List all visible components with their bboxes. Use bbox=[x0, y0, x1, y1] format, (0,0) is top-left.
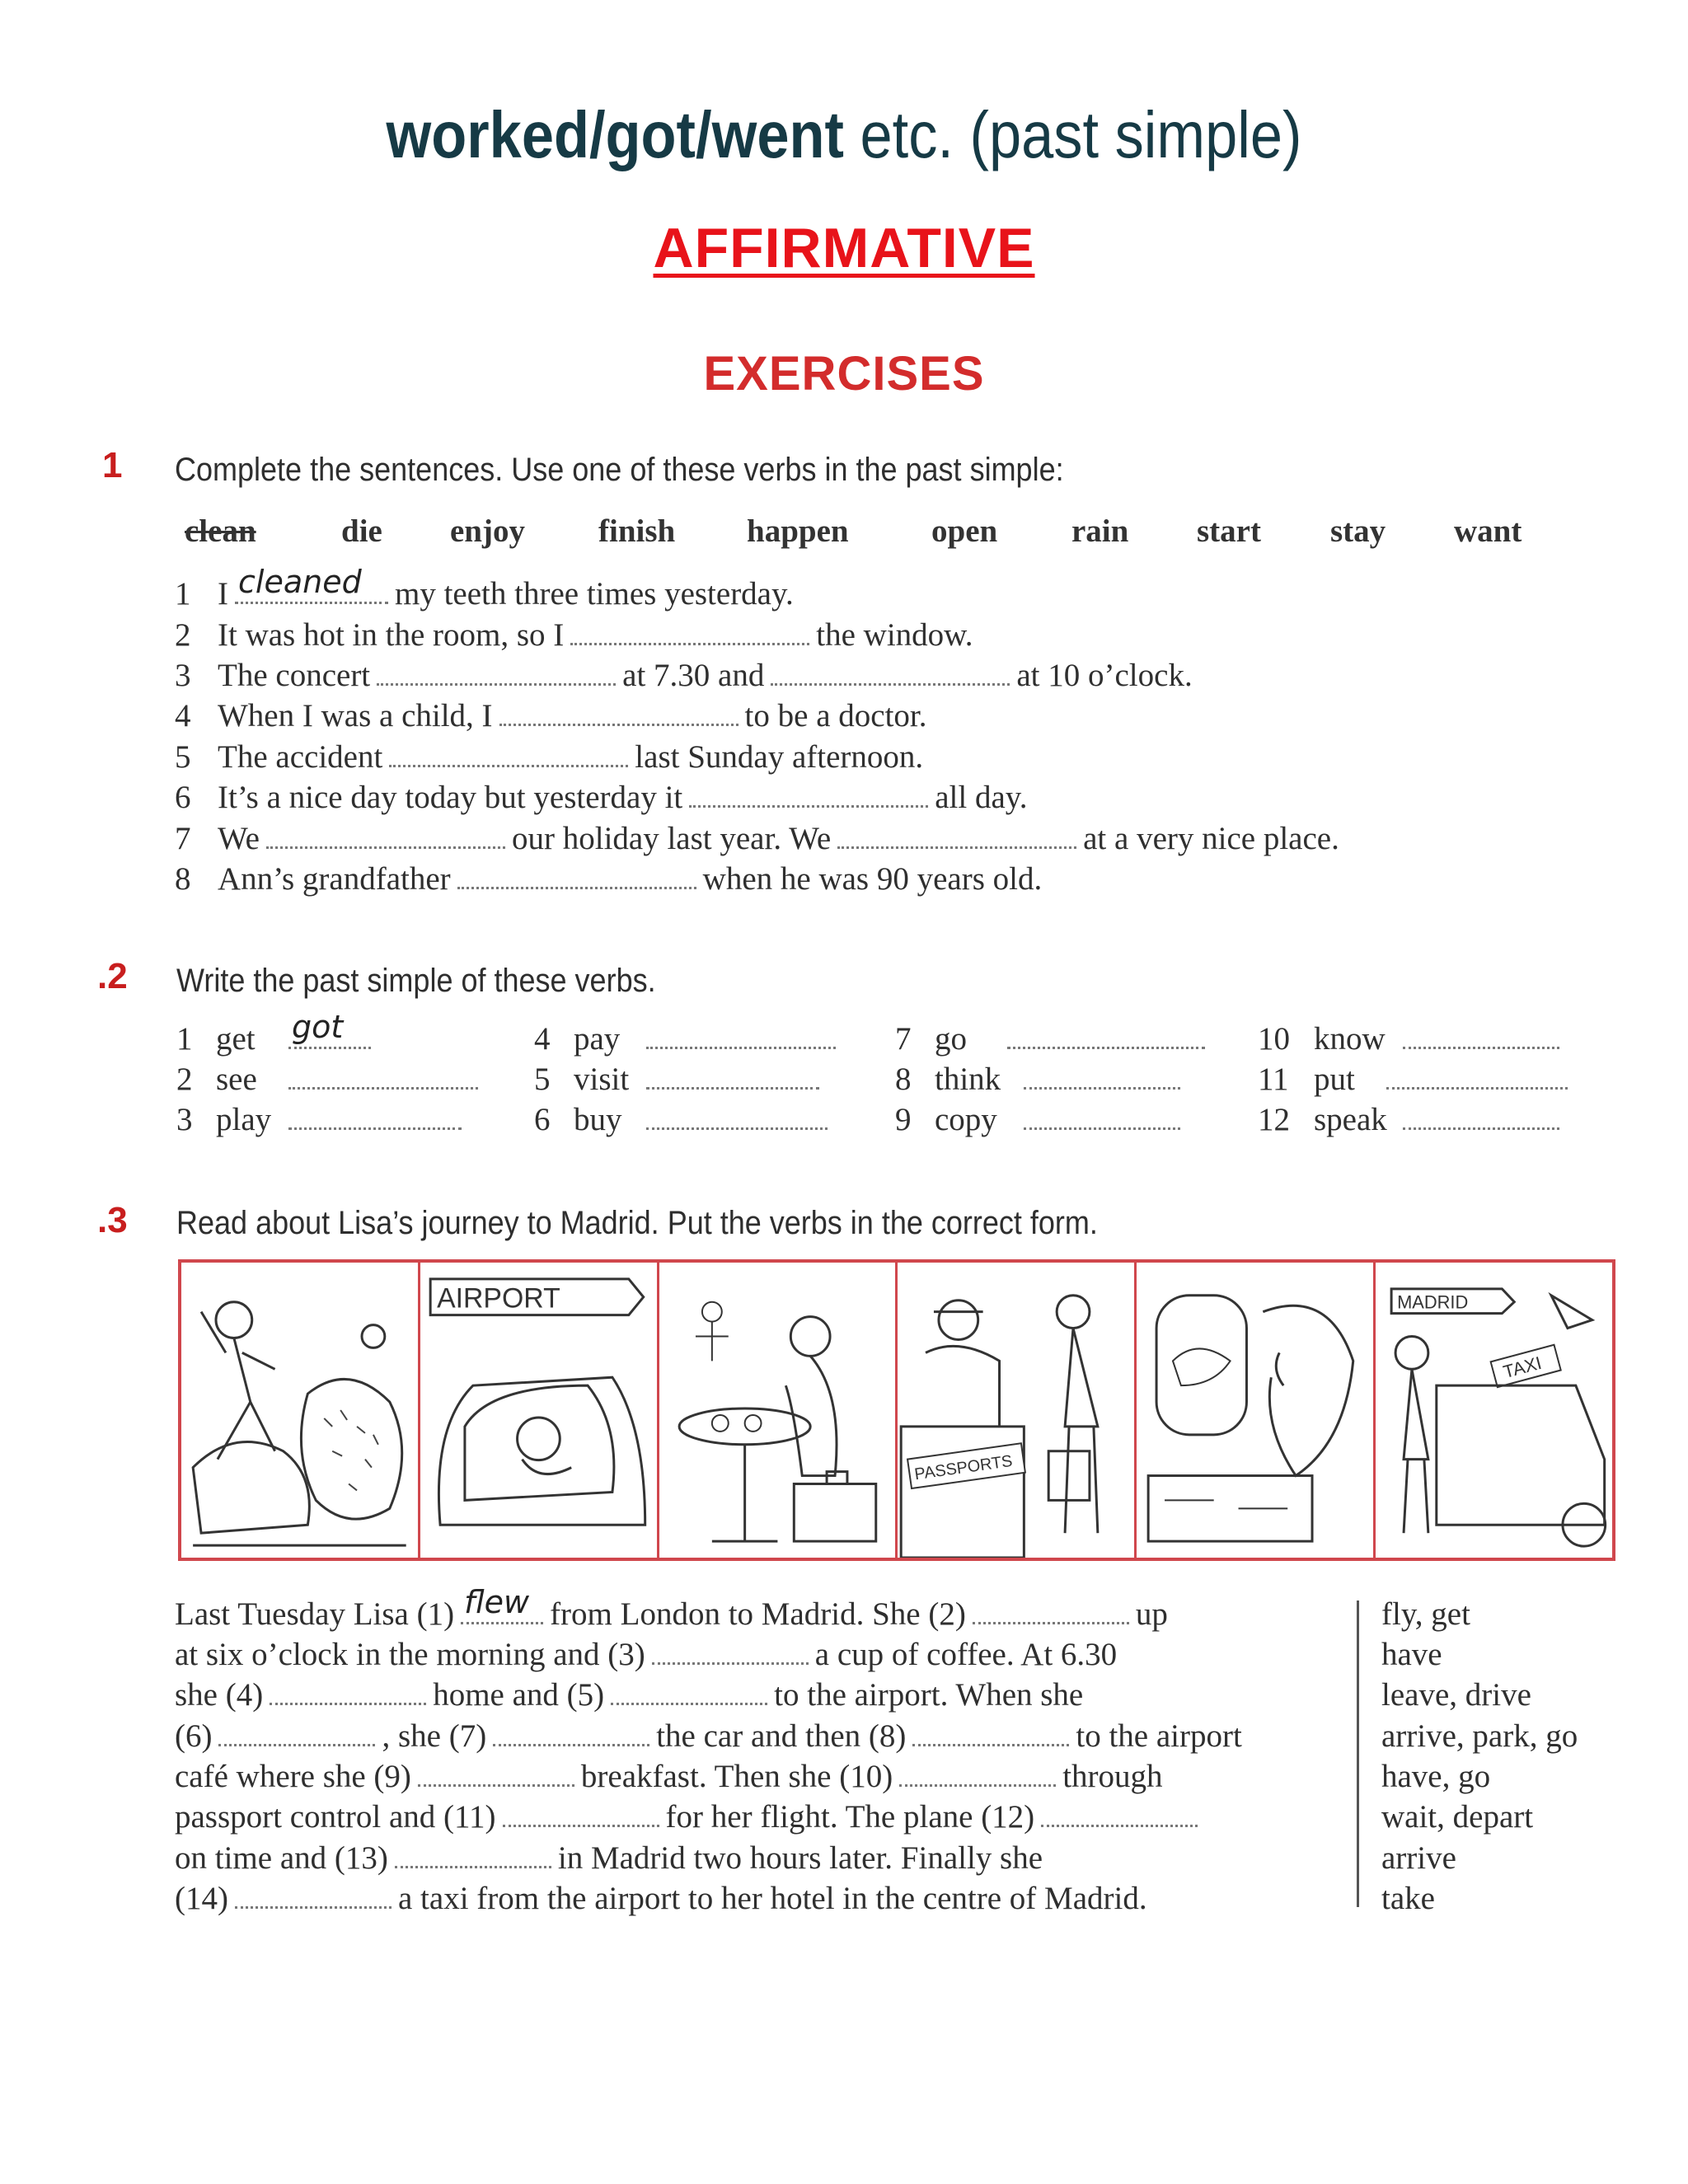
sentence-number: 6 bbox=[175, 780, 191, 815]
verb-item: 7 go bbox=[895, 1020, 1212, 1057]
sentence-text: It’s a nice day today but yesterday it bbox=[218, 780, 683, 815]
verb-option: rain bbox=[1071, 513, 1129, 549]
verb-option: want bbox=[1454, 513, 1522, 549]
sentence-text: when he was 90 years old. bbox=[702, 861, 1043, 897]
panel-plane bbox=[1137, 1263, 1376, 1558]
answer-blank[interactable] bbox=[1041, 1800, 1198, 1827]
answer-blank[interactable] bbox=[646, 1103, 828, 1130]
answer-blank[interactable] bbox=[837, 822, 1076, 849]
passports-sign-text: PASSPORTS bbox=[913, 1451, 1015, 1484]
verb-item: 8 think bbox=[895, 1061, 1187, 1098]
verb-option: die bbox=[341, 513, 382, 549]
answer-blank[interactable] bbox=[377, 658, 616, 686]
answer-blank[interactable] bbox=[1403, 1103, 1559, 1130]
sentence-number: 8 bbox=[175, 861, 191, 897]
verb-option: clean bbox=[185, 513, 256, 549]
story-line-6: passport control and (11) for her flight. The plane (12) bbox=[175, 1798, 1204, 1835]
exercise-1-number: 1 bbox=[102, 445, 123, 485]
story-line-4: (6) , she (7) the car and then (8) to the airport bbox=[175, 1718, 1242, 1754]
verb-option: stay bbox=[1330, 513, 1386, 549]
verb-option: finish bbox=[598, 513, 676, 549]
sentence-text: my teeth three times yesterday. bbox=[395, 576, 794, 612]
answer-blank[interactable] bbox=[493, 1719, 649, 1746]
story-line-1: Last Tuesday Lisa (1) flew from London to Madrid. She (2) up bbox=[175, 1584, 1168, 1632]
panel-waking-up bbox=[181, 1263, 420, 1558]
sentence-number: 5 bbox=[175, 739, 191, 775]
answer-blank[interactable] bbox=[266, 822, 505, 849]
story-line-5: café where she (9) breakfast. Then she (10) through bbox=[175, 1759, 1163, 1794]
verb-item: 9 copy bbox=[895, 1101, 1187, 1138]
story-line-2: at six o’clock in the morning and (3) a cup of coffee. At 6.30 bbox=[175, 1637, 1118, 1672]
ex1-sentence-2 bbox=[175, 616, 973, 654]
hint-verbs: arrive, park, go bbox=[1381, 1718, 1578, 1754]
answer-blank[interactable] bbox=[1024, 1062, 1180, 1090]
sentence-text: We bbox=[218, 821, 260, 856]
answer-blank[interactable] bbox=[689, 780, 928, 808]
sentence-text: The accident bbox=[218, 739, 383, 775]
hint-verbs: leave, drive bbox=[1381, 1677, 1531, 1713]
story-line-3: she (4) home and (5) to the airport. When she bbox=[175, 1677, 1084, 1713]
sentence-text: at 7.30 and bbox=[622, 658, 765, 693]
sentence-text: I bbox=[218, 576, 228, 612]
answer-blank[interactable] bbox=[1007, 1022, 1205, 1049]
panel-passport-control bbox=[898, 1263, 1137, 1558]
page-title bbox=[101, 97, 1587, 173]
verb-item: 4 pay bbox=[534, 1020, 842, 1057]
hint-verbs: have bbox=[1381, 1637, 1442, 1672]
plane-window-illustration bbox=[1137, 1263, 1373, 1558]
answer-blank[interactable] bbox=[652, 1638, 809, 1665]
story-line-8: (14) a taxi from the airport to her hotel in the centre of Madrid. bbox=[175, 1881, 1147, 1916]
answer-blank[interactable] bbox=[288, 1009, 371, 1049]
hint-verbs: wait, depart bbox=[1381, 1799, 1534, 1835]
answer-blank[interactable] bbox=[499, 699, 738, 726]
verb-item: 5 visit bbox=[534, 1061, 826, 1098]
sentence-text: The concert bbox=[218, 658, 371, 693]
handwritten-answer: flew bbox=[464, 1584, 530, 1620]
affirmative-heading: AFFIRMATIVE bbox=[653, 217, 1035, 279]
sentence-text: last Sunday afternoon. bbox=[635, 739, 924, 775]
answer-blank[interactable] bbox=[218, 1719, 375, 1746]
airport-sign-text: AIRPORT bbox=[436, 1282, 560, 1315]
answer-blank[interactable] bbox=[570, 618, 809, 645]
exercise-3-instruction: Read about Lisa’s journey to Madrid. Put the verbs in the correct form. bbox=[176, 1205, 1098, 1241]
sentence-number: 7 bbox=[175, 821, 191, 856]
ex1-sentence-5 bbox=[175, 738, 923, 776]
panel-taxi bbox=[1376, 1263, 1612, 1558]
sentence-text: all day. bbox=[935, 780, 1028, 815]
answer-blank[interactable] bbox=[912, 1719, 1069, 1746]
taxi-sign-text: TAXI bbox=[1501, 1352, 1545, 1383]
sentence-number: 4 bbox=[175, 698, 191, 733]
sentence-number: 1 bbox=[175, 576, 191, 612]
answer-blank[interactable] bbox=[899, 1760, 1056, 1787]
verb-item: 1 get got bbox=[176, 1020, 377, 1057]
answer-blank[interactable] bbox=[973, 1597, 1129, 1624]
sentence-number: 3 bbox=[175, 658, 191, 693]
handwritten-answer: got bbox=[292, 1009, 344, 1045]
verb-option: start bbox=[1197, 513, 1261, 549]
verb-item: 11 put bbox=[1258, 1061, 1574, 1098]
answer-blank[interactable] bbox=[389, 740, 628, 767]
answer-blank[interactable] bbox=[646, 1062, 819, 1090]
hint-verbs: have, go bbox=[1381, 1759, 1491, 1794]
sentence-text: It was hot in the room, so I bbox=[218, 617, 565, 653]
verb-item: 2 see bbox=[176, 1061, 485, 1098]
answer-blank[interactable] bbox=[1024, 1103, 1180, 1130]
ex1-sentence-4 bbox=[175, 697, 926, 734]
answer-blank[interactable] bbox=[771, 658, 1010, 686]
ex1-sentence-3 bbox=[175, 657, 1193, 694]
answer-blank[interactable] bbox=[457, 862, 696, 889]
verb-option: enjoy bbox=[450, 513, 525, 549]
exercises-heading: EXERCISES bbox=[703, 347, 985, 401]
sentence-text: at a very nice place. bbox=[1083, 821, 1339, 856]
hint-divider bbox=[1357, 1601, 1359, 1907]
verb-option: happen bbox=[747, 513, 849, 549]
answer-blank[interactable] bbox=[1403, 1022, 1559, 1049]
sentence-number: 2 bbox=[175, 617, 191, 653]
handwritten-answer: cleaned bbox=[238, 564, 362, 600]
answer-blank[interactable] bbox=[235, 1882, 392, 1909]
passport-control-illustration bbox=[898, 1263, 1134, 1558]
answer-blank[interactable] bbox=[646, 1022, 836, 1049]
sentence-text: Ann’s grandfather bbox=[218, 861, 451, 897]
story-line-7: on time and (13) in Madrid two hours later. Finally she bbox=[175, 1840, 1043, 1876]
sentence-text: the window. bbox=[816, 617, 973, 653]
answer-blank[interactable] bbox=[418, 1760, 574, 1787]
answer-blank[interactable] bbox=[288, 1062, 478, 1090]
exercise-1-instruction: Complete the sentences. Use one of these verbs in the past simple: bbox=[175, 452, 1064, 488]
cafe-illustration bbox=[659, 1263, 896, 1558]
hint-verbs: fly, get bbox=[1381, 1596, 1470, 1632]
waking-up-illustration bbox=[181, 1263, 418, 1558]
car-illustration bbox=[420, 1263, 657, 1558]
exercise-2-instruction: Write the past simple of these verbs. bbox=[176, 963, 656, 999]
title-rest: etc. (past simple) bbox=[843, 98, 1302, 171]
madrid-sign-text: MADRID bbox=[1397, 1291, 1469, 1313]
panel-cafe bbox=[659, 1263, 898, 1558]
sentence-text: to be a doctor. bbox=[744, 698, 927, 733]
hint-verbs: arrive bbox=[1381, 1840, 1456, 1876]
answer-blank[interactable] bbox=[395, 1841, 551, 1868]
ex1-sentence-6 bbox=[175, 779, 1028, 816]
verb-item: 10 know bbox=[1258, 1020, 1566, 1057]
verb-item: 6 buy bbox=[534, 1101, 834, 1138]
panel-driving bbox=[420, 1263, 659, 1558]
sentence-text: our holiday last year. We bbox=[512, 821, 832, 856]
ex1-sentence-8 bbox=[175, 860, 1042, 898]
answer-blank[interactable] bbox=[503, 1800, 659, 1827]
answer-blank[interactable] bbox=[1386, 1062, 1568, 1090]
sentence-text: When I was a child, I bbox=[218, 698, 493, 733]
exercise-2-number: .2 bbox=[97, 956, 128, 996]
taxi-illustration bbox=[1376, 1263, 1612, 1558]
sentence-text: at 10 o’clock. bbox=[1016, 658, 1193, 693]
illustration-strip bbox=[178, 1259, 1615, 1561]
ex1-sentence-1 bbox=[175, 564, 794, 612]
answer-blank[interactable] bbox=[270, 1678, 426, 1705]
exercise-3-number: .3 bbox=[97, 1200, 128, 1240]
answer-blank[interactable] bbox=[288, 1103, 462, 1130]
hint-verbs: take bbox=[1381, 1881, 1435, 1916]
title-bold: worked/got/went bbox=[386, 98, 844, 171]
verb-item: 3 play bbox=[176, 1101, 468, 1138]
ex1-sentence-7 bbox=[175, 820, 1339, 857]
verb-option: open bbox=[931, 513, 998, 549]
answer-blank[interactable] bbox=[235, 564, 388, 604]
answer-blank[interactable] bbox=[611, 1678, 767, 1705]
answer-blank[interactable] bbox=[461, 1584, 543, 1624]
verb-item: 12 speak bbox=[1258, 1101, 1566, 1138]
